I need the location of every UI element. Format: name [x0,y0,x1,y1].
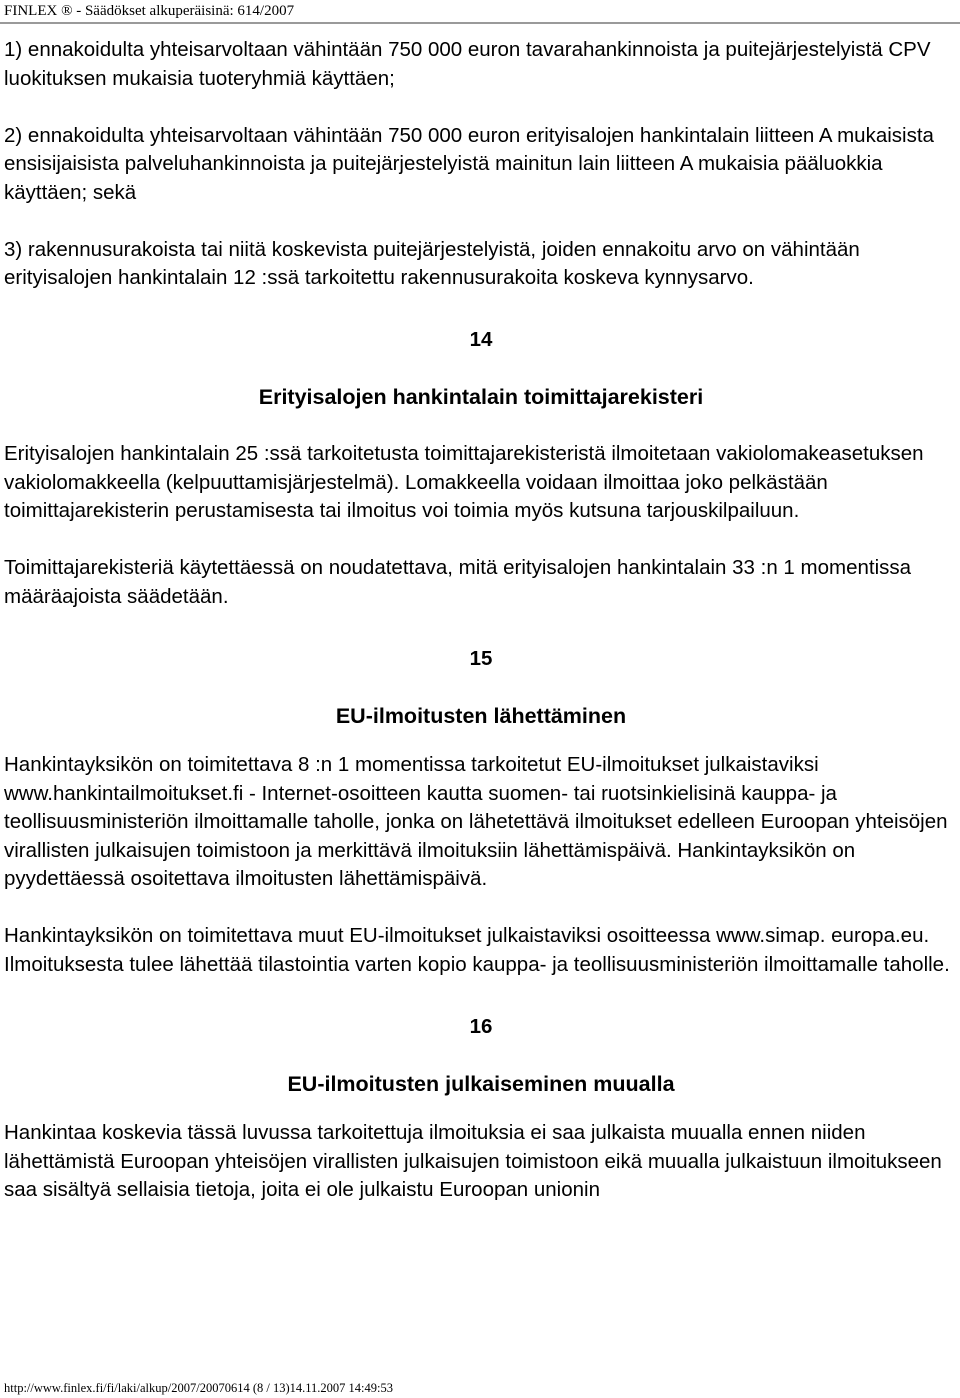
section-number: 14 [469,328,493,351]
section-paragraph: Hankintayksikön on toimitettava muut EU-ilmoitukset julkaistaviksi osoitteessa www.simap. europa.eu. Ilmoituksesta tulee lähettää tilastointia varten kopio kauppa- ja teollisuusministeriön ilmoittamalle taholle. [4,924,950,976]
page-header [4,2,294,20]
section-paragraph: Toimittajarekisteriä käytettäessä on noudatettava, mitä erityisalojen hankintalain 33 :n 1 momentissa määräajoista säädetään. [4,556,912,608]
section-number: 15 [469,646,493,670]
page-footer [4,1381,393,1396]
list-item-2: 2) ennakoidulta yhteisarvoltaan vähintään 750 000 euron erityisalojen hankintalain liitteen A mukaisista ensisijaisista palveluhankinnoista ja puitejärjestelyistä mainitun lain liitteen A mukaisia pääluokkia käyttäen; sekä [4,123,934,204]
section-paragraph: Erityisalojen hankintalain 25 :ssä tarkoitetusta toimittajarekisteristä ilmoitetaan vakiolomakeasetuksen vakiolomakkeella (kelpuuttamisjärjestelmä). Lomakkeella voidaan ilmoittaa joko pelkästään toimittajarekisterin perustamisesta tai ilmoitus voi toimia myös kutsuna tarjouskilpailuun. [4,442,924,522]
list-item-3: 3) rakennusurakoista tai niitä koskevista puitejärjestelyistä, joiden ennakoitu arvo on vähintään erityisalojen hankintalain 12 :ssä tarkoitettu rakennusurakoita koskeva kynnysarvo. [4,237,860,289]
list-item-1: 1) ennakoidulta yhteisarvoltaan vähintään 750 000 euron tavarahankinnoista ja puitejärjestelyistä CPV luokituksen mukaisia tuoteryhmiä käyttäen; [4,38,931,90]
footer-page-info: (8 / 13) [252,1381,290,1395]
section-16 [4,1008,958,1205]
section-paragraph: Hankintayksikön on toimitettava 8 :n 1 momentissa tarkoitetut EU-ilmoitukset julkaistaviksi www.hankintailmoitukset.fi - Internet-osoitteen kautta suomen- tai ruotsinkielisinä kauppa- ja teollisuusministeriön ilmoittamalle taholle, jonka on lähetettävä ilmoitukset edelleen Euroopan yhteisöjen virallisten julkaisujen toimistoon ja merkittävä ilmoituksiin lähettämispäivä. Hankintayksikön on pyydettäessä osoitettava ilmoitusten lähettämispäivä. [4,753,948,890]
section-number: 16 [469,1014,493,1038]
section-15 [4,640,958,980]
section-14 [4,321,958,611]
header-divider [0,22,960,24]
footer-timestamp: 14.11.2007 14:49:53 [289,1381,393,1395]
section-title: Erityisalojen hankintalain toimittajarekisteri [258,385,704,409]
section-paragraph: Hankintaa koskevia tässä luvussa tarkoitettuja ilmoituksia ei saa julkaista muualla ennen niiden lähettämistä Euroopan yhteisöjen virallisten julkaisujen toimistoon eikä muualla julkaistuun ilmoitukseen saa sisältyä sellaisia tietoja, joita ei ole julkaistu Euroopan unionin [4,1121,942,1201]
document-body [4,36,958,1233]
section-title: EU-ilmoitusten julkaiseminen muualla [287,1071,675,1096]
page-header-title: FINLEX ® - Säädökset alkuperäisinä: 614/2007 [4,3,295,19]
section-title: EU-ilmoitusten lähettäminen [335,703,627,728]
footer-url[interactable]: http://www.finlex.fi/fi/laki/alkup/2007/20070614 [4,1381,250,1395]
